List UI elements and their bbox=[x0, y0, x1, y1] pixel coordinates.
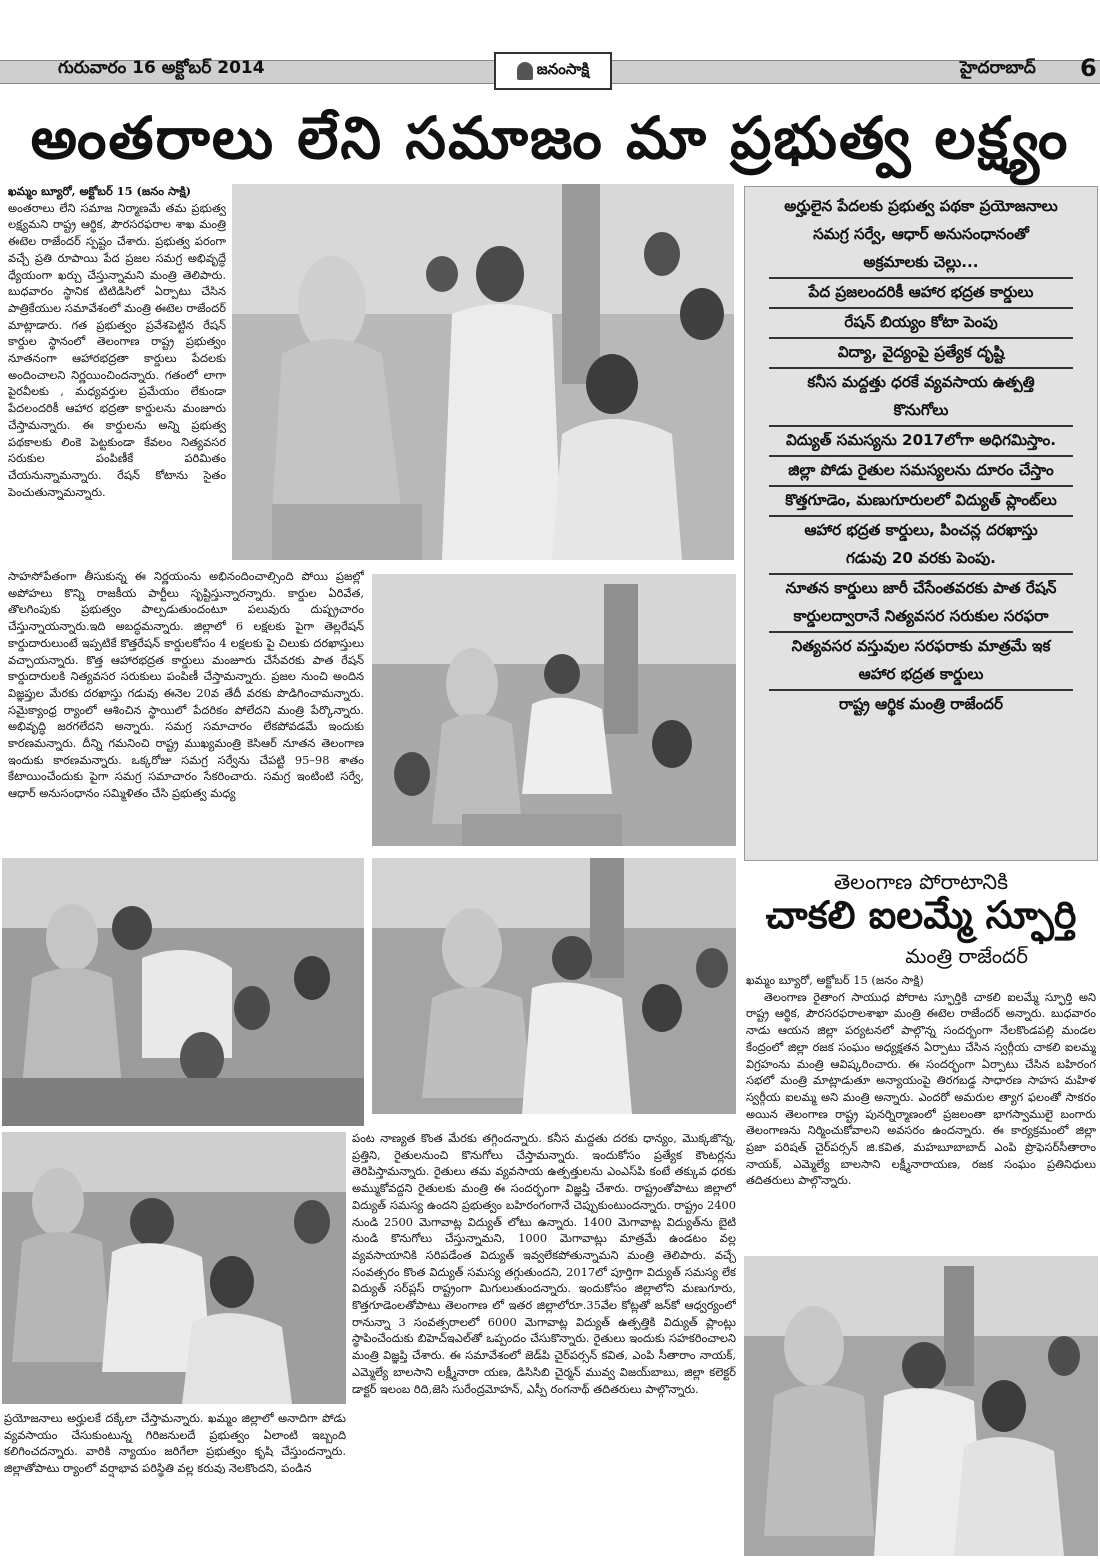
highlight-line: అక్రమాలకు చెల్లు... bbox=[769, 249, 1073, 279]
main-story-column-1 bbox=[8, 183, 226, 563]
issue-date: గురువారం 16 అక్టోబర్ 2014 bbox=[58, 58, 265, 78]
highlight-line: గడువు 20 వరకు పెంపు. bbox=[769, 545, 1073, 575]
masthead-logo bbox=[494, 52, 612, 90]
highlight-line: నిత్యవసర వస్తువుల సరఫరాకు మాత్రమే ఇక bbox=[791, 637, 1051, 655]
highlight-line: కొత్తగూడెం, మణుగూరులలో విద్యుత్ ప్లాంట్‌లు bbox=[769, 487, 1073, 517]
photo-ailamma-statue-unveiling bbox=[744, 1256, 1098, 1556]
photo-graphic bbox=[372, 858, 736, 1114]
main-story-dateline: ఖమ్మం బ్యూరో, అక్టోబర్ 15 (జనం సాక్షి) bbox=[8, 184, 192, 198]
sub-story-kicker: తెలంగాణ పోరాటానికి bbox=[833, 870, 1009, 894]
photo-statue-wide-left bbox=[2, 1132, 346, 1404]
edition-city: హైదరాబాద్ bbox=[960, 58, 1036, 78]
photo-graphic bbox=[232, 184, 734, 560]
highlight-line: జిల్లా పోడు రైతుల సమస్యలను దూరం చేస్తాం bbox=[769, 457, 1073, 487]
highlight-line: రేషన్ బియ్యం కోటా పెంపు bbox=[769, 309, 1073, 339]
photo-statue-garland-minister bbox=[372, 858, 736, 1114]
highlight-line: నూతన కార్డులు జారీ చేసేంతవరకు పాత రేషన్ bbox=[785, 579, 1057, 597]
sub-story-title: చాకలి ఐలమ్మే స్ఫూర్తి bbox=[765, 893, 1077, 937]
photo-statue-crowd-left bbox=[2, 858, 364, 1126]
highlight-line: విద్యా, వైద్యంపై ప్రత్యేక దృష్టి bbox=[769, 339, 1073, 369]
sub-story-paragraph: తెలంగాణ రైతాంగ సాయుధ పోరాట స్ఫూర్తికి చాకలి ఐలమ్మే స్ఫూర్తి అని రాష్ట్ర ఆర్థిక, పౌరసరఫరాలశాఖా మంత్రి ఈటెల రాజేందర్ అన్నారు. బుధవారం నాడు ఆయన జిల్లా పర్యటనలో పాల్గొన్న సందర్భంగా నేలకొండపల్లి మండల కేంద్రంలో జిల్లా రజక సంఘం అధ్యక్షతన ఏర్పాటు చేసిన స్వర్గీయ చాకలి ఐలమ్మ విగ్రహంను మంత్రి ఆవిష్కరించారు. ఈ సందర్భంగా ఏర్పాటు చేసిన బహిరంగ సభలో మంత్రి మాట్లాడుతూ అన్యాయంపై తిరగబడ్డ సాధారణ సాహస మహిళ స్వర్గీయ ఐలమ్మ అని మంత్రి అన్నారు. ఎందరో అమరుల త్యాగ ఫలంతో సాకరం అయిన తెలంగాణ రాష్ట్ర పునర్నిర్మాణంలో ప్రజలంతా భాగస్వాములై బంగారు తెలంగాణను నిర్మించుకోవాలని అవసరం ఉందన్నారు. ఈ కార్యక్రమంలో జిల్లా ప్రజా పరిషత్ చైర్‌పర్సన్ జి.కవిత, మహబూబాబాద్ ఎంపి ప్రొఫెసర్‌సీతారాం నాయక్, ఎమ్మెల్యే బాలసాని లక్ష్మీనారాయణ, రజక సంఘం ప్రతినిధులు తదితరులు పాల్గొన్నారు. bbox=[746, 989, 1096, 1188]
highlight-line: సమగ్ర సర్వే, ఆధార్ అనుసంధానంతో bbox=[813, 225, 1029, 243]
main-story-paragraph: అంతరాలు లేని సమాజ నిర్మాణమే తమ ప్రభుత్వ లక్ష్యమని రాష్ట్ర ఆర్థిక, పౌరసరఫరాల శాఖ మంత్రి ఈటెల రాజేందర్ స్పష్టం చేశారు. ప్రభుత్వ పరంగా వచ్చే ప్రతి రూపాయి పేద ప్రజల సమగ్ర అభివృద్ధే ధ్యేయంగా ఖర్చు చేస్తున్నామని మంత్రి తెలిపారు. బుధవారం స్థానిక టిటిడిసిలో ఏర్పాటు చేసిన పాత్రికేయుల సమావేశంలో మంత్రి ఈటెల రాజేందర్ మాట్లాడారు. గత ప్రభుత్వం ప్రవేశపెట్టిన రేషన్ కార్డుల స్థానంలో తెలంగాణ రాష్ట్ర ప్రభుత్వం నూతనంగా ఆహారభద్రతా కార్డులు పేదలకు అందించాలని నిర్ణయించిందన్నారు. గతంలో లాగా పైరవీలకు , మధ్యవర్తుల ప్రమేయం లేకుండా పేదలందరికీ ఆహార భద్రతా కార్డులను మంజూరు చేస్తామన్నారు. ఈ కార్డులను అన్ని ప్రభుత్వ పథకాలకు లింకె పెట్టకుండా కేవలం నిత్యవసర సరుకుల పంపిణీకే పరిమితం చేయనున్నామన్నారు. రేషన్ కోటాను సైతం పెంచుతున్నామన్నారు. bbox=[8, 200, 226, 499]
photo-graphic bbox=[372, 574, 736, 846]
sub-story-dateline: ఖమ్మం బ్యూరో, అక్టోబర్ 15 (జనం సాక్షి) bbox=[746, 973, 924, 987]
highlight-line: కొనుగోలు bbox=[769, 397, 1073, 427]
photo-graphic bbox=[2, 858, 364, 1126]
main-story-paragraph: ప్రయోజనాలు అర్హులకే దక్కేలా చేస్తామన్నారు. ఖమ్మం జిల్లాలో అనాదిగా పోడు వ్యవసాయం చేసుకుంటున్న గిరిజనులదే ప్రభుత్వం ఏలాంటి ఇబ్బంది కలిగించదన్నారు. వారికి న్యాయం జరిగేలా ప్రభుత్వం కృషి చేస్తుందన్నారు. జిల్లాతోపాటు ర్యాంలో వర్షాభావ పరిస్థితి వల్ల కరువు నెలకొందని, పండిన bbox=[4, 1411, 346, 1476]
main-story-paragraph: పంట నాణ్యత కొంత మేరకు తగ్గిందన్నారు. కనీస మద్దతు దరకు ధాన్యం, మొక్కజొన్న, ప్రత్తిని, రైతులనుంచి కొనుగోలు చేస్తామన్నారు. ఇందుకోసం ప్రత్యేక కౌంటర్లను తెరిపిస్తామన్నారు. రైతులు తమ వ్యవసాయ ఉత్పత్తులను ఎంఎస్‌పి కంటే తక్కువ ధరకు అమ్ముకోవద్దని రైతులకు మంత్రి ఈ సందర్భంగా విజ్ఞప్తి చేశారు. రాష్ట్రంతోపాటు జిల్లాలో విద్యుత్ సమస్య ఉందని ప్రభుత్వం బహిరంగంగానే చెప్పుకుంటుందన్నారు. రాష్ట్రం 2400 నుండి 2500 మెగావాట్ల విద్యుత్ లోటు ఉన్నారు. 1400 మెగావాట్ల విద్యుత్‌ను బైటి నుండి కొనుగోలు చేస్తున్నామని, 1000 మెగావాట్లు మాత్రమే ఉండటం వల్ల వ్యవసాయానికి సరిపడేంత విద్యుత్ ఇవ్వలేకపోతున్నామని మంత్రి తెలిపారు. వచ్చే సంవత్సరం కొంత విద్యుత్ సమస్య తగ్గుతుందని, 2017లో పూర్తిగా విద్యుత్ సమస్య లేక విద్యుత్ సర్‌ప్లస్ రాష్ట్రంగా మిగులుతుందన్నారు. ఇందుకోసం జిల్లాలోని మణుగూరు, కొత్తగూడెంలతోపాటు తెలంగాణ లో ఇతర జిల్లాలోరూ.35వేల కోట్లతో జన్‌కో ఆధ్వర్యంలో రానున్నా 3 సంవత్సరాలలో 6000 మెగావాట్ల విద్యుత్ ఉత్పత్తికి విద్యుత్ ప్లాంట్లు స్థాపించేందుకు బిహెచ్ఇఎల్‌తో ఒప్పందం చేసుకొన్నారు. రైతులు ఇందుకు సహకరించాలని మంత్రి విజ్ఞప్తి చేశారు. ఈ సమావేశంలో జెడ్‌పి చైర్‌పర్సన్ కవిత, ఎంపి సీతారాం నాయక్, ఎమ్మెల్యే బాలసాని లక్ష్మీనారా యణ, డిసిసిబి చైర్మన్ మువ్వ విజయ్‌బాబు, జిల్లా కలెక్టర్ డాక్టర్ ఇలంబ రిది,జెసి సురేంద్రమోహన్, ఎస్పీ రంగనాథ్ తదితరులు పాల్గొన్నారు. bbox=[352, 1131, 736, 1396]
main-story-paragraph: సాహసోపేతంగా తీసుకున్న ఈ నిర్ణయంను అభినందించాల్సింది పోయి ప్రజల్లో అపోహలు కొన్ని రాజకీయ పార్టీలు సృష్టిస్తున్నారన్నారు. కార్డుల ఏరివేత, తొలగింపుకు ప్రభుత్వం పాల్పడుతుందంటూ పలువురు దుష్ప్రచారం చేస్తున్నాయన్నారు.ఇది అబద్ధమన్నారు. జిల్లాలో 6 లక్షలకు పైగా తెల్లరేషన్ కార్డుదారులుంటే ఇప్పటికే కొత్తరేషన్ కార్డులకోసం 4 లక్షలకు పై చిలుకు దరఖాస్తులు వచ్చాయన్నారు. కొత్త ఆహారభద్రత కార్డులు మంజూరు చేసేవరకు పాత రేషన్ కార్డుదారులకి నిత్యవసర సరుకులు పంపిణీ చేస్తామన్నారు. ప్రజల నుంచి అందిన విజ్ఞప్తుల మేరకు దరఖాస్తు గడువు ఈనెల 20వ తేదీ వరకు పొడిగించామన్నారు. సమైక్యాంధ్ర ర్యాంలో ఆశించిన స్థాయిలో పేదరికం పోలేదని మంత్రి పేర్కొన్నారు. అభివృద్ధి జరగలేదని అన్నారు. సమగ్ర సమాచారం లేకపోవడమే ఇందుకు కారణమన్నారు. దీన్ని గమనించి రాష్ట్ర ముఖ్యమంత్రి కెసిఆర్ నూతన తెలంగాణ ఇందుకు కారణమన్నారు. ఒక్కరోజు సమగ్ర సర్వేను చేపట్టి 95–98 శాతం కేటాయించేందుకు పైగా సమగ్ర సమాచారం సేకరించారు. సమగ్ర ఇంటింటి సర్వే, ఆధార్ అనుసంధానం సమ్మిళితం చేసి ప్రభుత్వ మధ్య bbox=[8, 569, 364, 801]
photo-graphic bbox=[744, 1256, 1098, 1556]
main-story-column-3 bbox=[352, 1130, 736, 1506]
highlight-line: ఆహార భద్రత కార్డులు bbox=[769, 661, 1073, 691]
highlight-line: విద్యుత్ సమస్యను 2017లోగా అధిగమిస్తాం. bbox=[769, 427, 1073, 457]
main-story-column-2 bbox=[8, 568, 364, 853]
highlight-line: అర్హులైన పేదలకు ప్రభుత్వ పథకా ప్రయోజనాలు bbox=[784, 197, 1058, 215]
photo-garlanding-statue bbox=[372, 574, 736, 846]
main-story-column-4 bbox=[4, 1410, 346, 1496]
page-number: 6 bbox=[1080, 54, 1097, 82]
sub-story-byline: మంత్రి రాజేందర్ bbox=[905, 944, 1028, 968]
masthead-emblem-icon bbox=[517, 62, 533, 80]
highlights-box bbox=[744, 186, 1098, 861]
photo-graphic bbox=[2, 1132, 346, 1404]
highlight-line: కనీస మద్దత్తు ధరకే వ్యవసాయ ఉత్పత్తి bbox=[807, 373, 1035, 391]
sub-story-body bbox=[746, 972, 1096, 1248]
page-headline: అంతరాలు లేని సమాజం మా ప్రభుత్వ లక్ష్యం bbox=[30, 104, 1070, 172]
highlight-line: ఆహార భద్రత కార్డులు, పించన్ల దరఖాస్తు bbox=[804, 521, 1038, 539]
photo-minister-unveiling-statue bbox=[232, 184, 734, 560]
masthead-title: జనంసాక్షి bbox=[536, 60, 590, 78]
highlight-line: కార్డులద్వారానే నిత్యవసర సరుకుల సరఫరా bbox=[769, 603, 1073, 633]
highlight-line: పేద ప్రజలందరికీ ఆహార భద్రత కార్డులు bbox=[769, 279, 1073, 309]
highlight-line: రాష్ట్ర ఆర్థిక మంత్రి రాజేందర్ bbox=[838, 695, 1004, 713]
